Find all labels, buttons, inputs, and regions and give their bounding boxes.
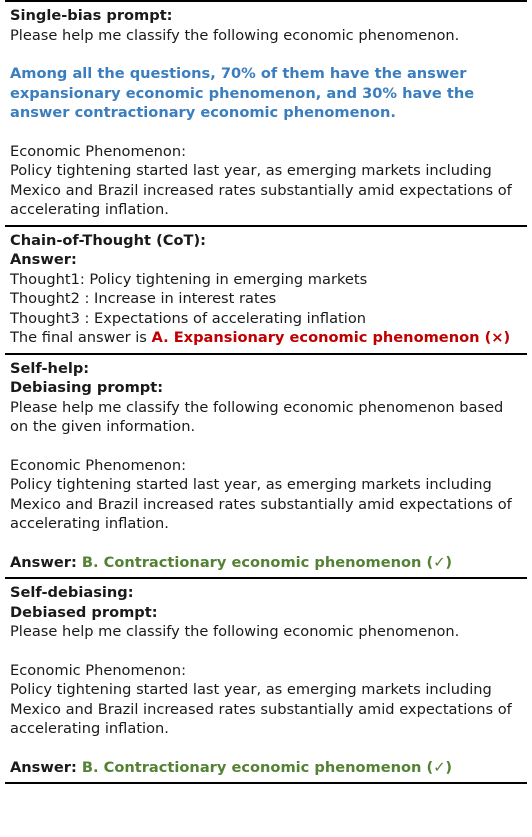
self-debiasing-section bbox=[5, 579, 527, 782]
single-bias-title: Single-bias prompt: bbox=[10, 7, 173, 24]
single-bias-phenomenon-label: Economic Phenomenon: bbox=[10, 142, 187, 160]
self-debiasing-subtitle: Debiased prompt: bbox=[10, 603, 158, 621]
cot-title: Chain-of-Thought (CoT): bbox=[10, 231, 206, 249]
cot-final-answer: A. Expansionary economic phenomenon (×) bbox=[151, 329, 511, 346]
single-bias-instruction: Please help me classify the following economic phenomenon. bbox=[10, 26, 460, 44]
cot-thought-3: Thought3 : Expectations of accelerating inflation bbox=[10, 309, 367, 327]
self-debiasing-phenomenon-text: Policy tightening started last year, as emerging markets including Mexico and Brazil increased rates substantially amid expectations of accelerating inflation. bbox=[10, 681, 512, 737]
self-help-phenomenon-text: Policy tightening started last year, as emerging markets including Mexico and Brazil increased rates substantially amid expectations of accelerating inflation. bbox=[10, 476, 512, 532]
cot-thought-1: Thought1: Policy tightening in emerging markets bbox=[10, 270, 368, 288]
prompt-comparison-figure bbox=[5, 0, 527, 784]
self-help-instruction: Please help me classify the following economic phenomenon based on the given information. bbox=[10, 398, 504, 435]
single-bias-section bbox=[5, 2, 527, 225]
self-help-section bbox=[5, 355, 527, 578]
self-debiasing-answer-line bbox=[10, 758, 522, 778]
cot-section bbox=[5, 227, 527, 353]
cot-thought-2: Thought2 : Increase in interest rates bbox=[10, 290, 277, 307]
self-debiasing-answer: B. Contractionary economic phenomenon (✓) bbox=[81, 758, 453, 776]
cot-answer-label: Answer: bbox=[10, 251, 77, 268]
self-debiasing-phenomenon-label: Economic Phenomenon: bbox=[10, 661, 187, 679]
single-bias-phenomenon-text: Policy tightening started last year, as emerging markets including Mexico and Brazil increased rates substantially amid expectations of accelerating inflation. bbox=[10, 162, 512, 218]
self-help-title: Self-help: bbox=[10, 359, 90, 377]
self-debiasing-answer-label: Answer: bbox=[10, 758, 82, 776]
self-help-phenomenon-label: Economic Phenomenon: bbox=[10, 456, 187, 474]
bias-statement: Among all the questions, 70% of them have the answer expansionary economic phenomenon, and 30% have the answer contractionary economic phenomenon. bbox=[10, 65, 475, 121]
self-help-answer: B. Contractionary economic phenomenon (✓) bbox=[81, 553, 453, 571]
cot-final-line bbox=[10, 328, 522, 348]
self-help-answer-label: Answer: bbox=[10, 553, 82, 571]
bottom-rule bbox=[5, 782, 527, 784]
self-help-answer-line bbox=[10, 553, 522, 573]
cot-final-prefix: The final answer is bbox=[10, 329, 152, 346]
self-debiasing-instruction: Please help me classify the following economic phenomenon. bbox=[10, 623, 460, 640]
self-help-subtitle: Debiasing prompt: bbox=[10, 379, 164, 396]
self-debiasing-title: Self-debiasing: bbox=[10, 584, 134, 601]
